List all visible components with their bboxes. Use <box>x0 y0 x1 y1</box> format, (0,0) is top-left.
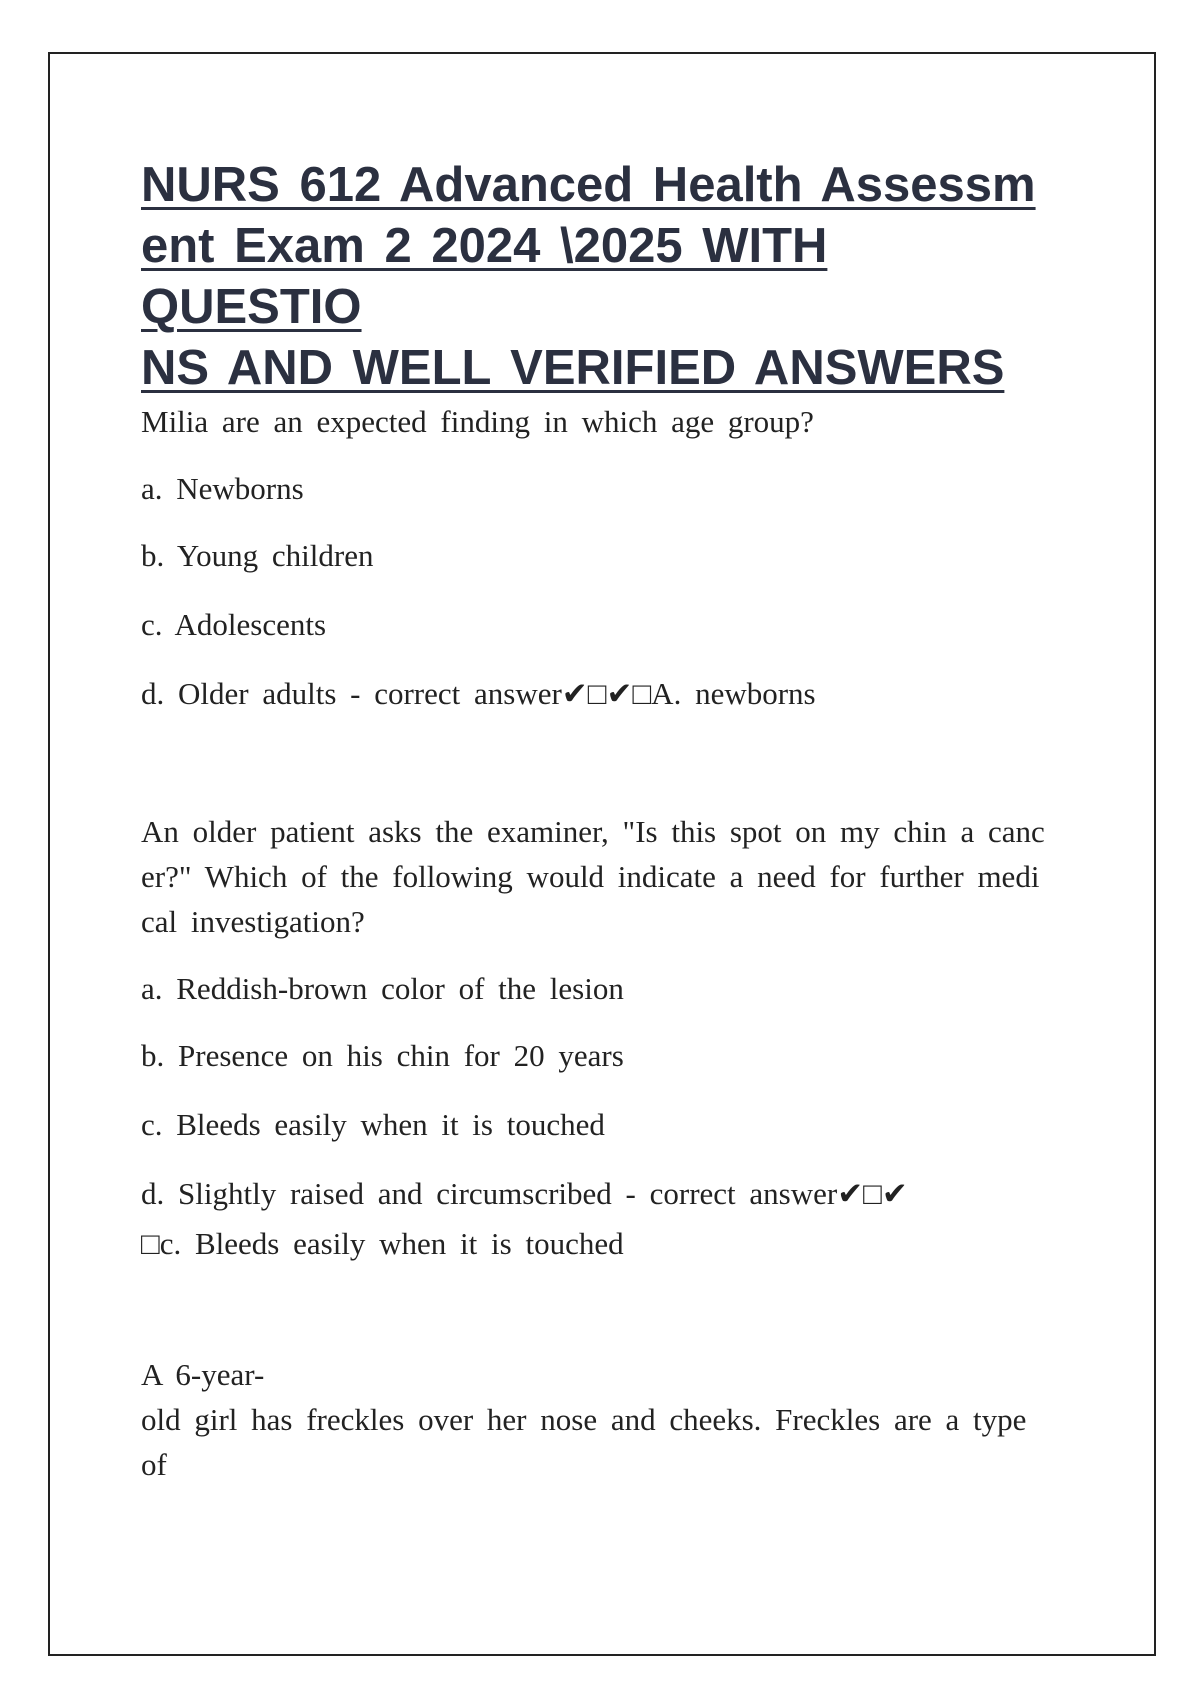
question-2-stem-line-3: cal investigation? <box>141 904 365 939</box>
question-2-option-a: a. Reddish-brown color of the lesion <box>141 971 624 1006</box>
question-2-option-d-line-2: □c. Bleeds easily when it is touched <box>141 1226 624 1261</box>
title-line-2: ent Exam 2 2024 \2025 WITH QUESTIO <box>141 219 828 334</box>
question-3-stem-line-1: A 6-year- <box>141 1357 265 1392</box>
question-1-option-d-answer: d. Older adults - correct answer✔□✔□A. newborns <box>141 676 816 711</box>
question-3-stem-line-3: of <box>141 1447 167 1482</box>
question-1-option-c: c. Adolescents <box>141 607 327 642</box>
question-2-option-d-line-1: d. Slightly raised and circumscribed - correct answer✔□✔ <box>141 1176 908 1211</box>
question-1-stem: Milia are an expected finding in which age group? <box>141 404 814 439</box>
document-title <box>141 155 1041 399</box>
question-1-option-a: a. Newborns <box>141 471 304 506</box>
question-3-stem-line-2: old girl has freckles over her nose and cheeks. Freckles are a type <box>141 1402 1027 1437</box>
title-line-1: NURS 612 Advanced Health Assessm <box>141 158 1036 212</box>
question-2-stem-line-2: er?" Which of the following would indicate a need for further medi <box>141 859 1040 894</box>
title-line-3: NS AND WELL VERIFIED ANSWERS <box>141 341 1005 395</box>
question-1-option-b: b. Young children <box>141 538 374 573</box>
question-2-stem-line-1: An older patient asks the examiner, "Is this spot on my chin a canc <box>141 814 1045 849</box>
question-2-option-b: b. Presence on his chin for 20 years <box>141 1038 624 1073</box>
question-2-option-c: c. Bleeds easily when it is touched <box>141 1107 605 1142</box>
